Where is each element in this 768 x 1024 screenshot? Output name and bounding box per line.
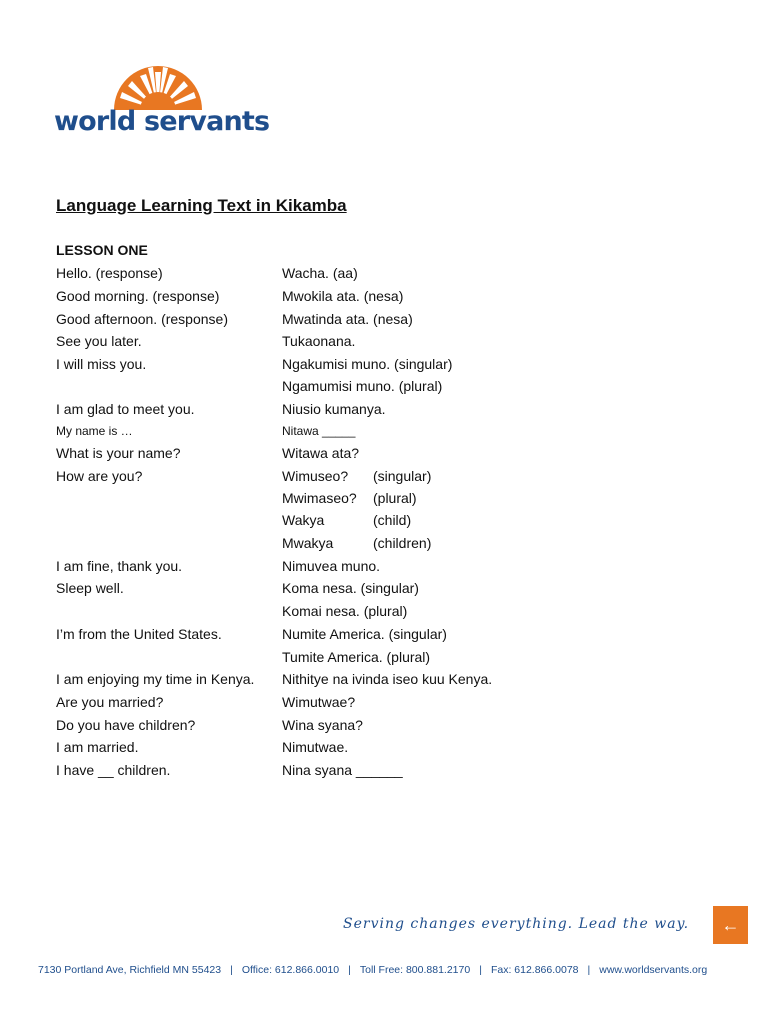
phrase-row	[56, 647, 716, 667]
english-phrase: I am fine, thank you.	[56, 558, 183, 574]
phrase-note: (children)	[373, 535, 432, 551]
english-phrase: See you later.	[56, 333, 142, 349]
kikamba-phrase: Mwakya	[282, 535, 334, 551]
kikamba-phrase: Wina syana?	[282, 717, 363, 733]
footer-address: 7130 Portland Ave, Richfield MN 55423	[38, 964, 222, 976]
english-phrase: How are you?	[56, 468, 143, 484]
footer-separator: |	[230, 964, 233, 976]
english-phrase: Good morning. (response)	[56, 288, 220, 304]
kikamba-phrase: Wacha. (aa)	[282, 265, 358, 281]
footer-separator: |	[587, 964, 591, 976]
phrase-row	[56, 376, 716, 396]
english-phrase: I’m from the United States.	[56, 626, 222, 642]
english-phrase: Are you married?	[56, 694, 164, 710]
kikamba-phrase: Mwatinda ata. (nesa)	[282, 311, 413, 327]
phrase-row	[56, 692, 716, 712]
document-title: Language Learning Text in Kikamba	[56, 196, 347, 215]
phrase-row	[56, 533, 716, 553]
english-phrase: Do you have children?	[56, 717, 196, 733]
phrase-row	[56, 578, 716, 598]
phrase-note: (plural)	[373, 490, 417, 506]
footer-separator: |	[348, 964, 351, 976]
footer-fax: Fax: 612.866.0078	[490, 964, 579, 976]
phrase-row	[56, 737, 716, 757]
phrase-row	[56, 466, 716, 486]
kikamba-phrase: Nithitye na ivinda iseo kuu Kenya.	[282, 671, 493, 687]
english-phrase: I will miss you.	[56, 356, 147, 372]
phrase-note: (child)	[373, 512, 412, 528]
kikamba-phrase: Nimuvea muno.	[282, 558, 381, 574]
phrase-row	[56, 556, 716, 576]
phrase-row	[56, 669, 716, 689]
phrase-row	[56, 443, 716, 463]
phrase-row	[56, 309, 716, 329]
english-phrase: Hello. (response)	[56, 265, 163, 281]
phrase-note: (singular)	[373, 468, 432, 484]
kikamba-phrase: Wimuseo?	[282, 468, 349, 484]
english-phrase: My name is …	[56, 424, 133, 438]
footer-contact-bar	[38, 964, 738, 976]
phrase-row	[56, 510, 716, 530]
phrase-row	[56, 286, 716, 306]
kikamba-phrase: Nina syana ______	[282, 762, 403, 778]
kikamba-phrase: Ngakumisi muno. (singular)	[282, 356, 453, 372]
phrase-row	[56, 488, 716, 508]
kikamba-phrase: Nimutwae.	[282, 739, 349, 755]
kikamba-phrase: Koma nesa. (singular)	[282, 580, 419, 596]
english-phrase: I am enjoying my time in Kenya.	[56, 671, 255, 687]
footer-website-link[interactable]: www.worldservants.org	[599, 964, 708, 976]
phrase-row	[56, 421, 716, 441]
world-servants-logo	[54, 58, 270, 142]
kikamba-phrase: Mwimaseo?	[282, 490, 357, 506]
phrase-row	[56, 263, 716, 283]
sun-logo-icon	[110, 58, 206, 110]
phrase-row	[56, 354, 716, 374]
phrase-row	[56, 715, 716, 735]
english-phrase: I am married.	[56, 739, 139, 755]
kikamba-phrase: Tumite America. (plural)	[282, 649, 431, 665]
kikamba-phrase: Wimutwae?	[282, 694, 356, 710]
footer-office-phone: Office: 612.866.0010	[241, 964, 340, 976]
kikamba-phrase: Witawa ata?	[282, 445, 360, 461]
kikamba-phrase: Nitawa _____	[282, 424, 356, 438]
phrase-row	[56, 601, 716, 621]
footer-toll-free: Toll Free: 800.881.2170	[359, 964, 471, 976]
english-phrase: What is your name?	[56, 445, 181, 461]
kikamba-phrase: Ngamumisi muno. (plural)	[282, 378, 443, 394]
kikamba-phrase: Niusio kumanya.	[282, 401, 386, 417]
kikamba-phrase: Tukaonana.	[282, 333, 356, 349]
phrase-row	[56, 760, 716, 780]
back-button[interactable]	[713, 906, 748, 944]
phrase-row	[56, 624, 716, 644]
logo-wordmark: world servants	[54, 106, 270, 137]
phrase-row	[56, 399, 716, 419]
kikamba-phrase: Numite America. (singular)	[282, 626, 447, 642]
arrow-left-icon: ←	[721, 914, 740, 935]
english-phrase: Good afternoon. (response)	[56, 311, 228, 327]
english-phrase: I have __ children.	[56, 762, 171, 778]
phrase-row	[56, 331, 716, 351]
kikamba-phrase: Komai nesa. (plural)	[282, 603, 408, 619]
footer-separator: |	[479, 964, 482, 976]
kikamba-phrase: Mwokila ata. (nesa)	[282, 288, 404, 304]
lesson-heading: LESSON ONE	[56, 242, 148, 258]
english-phrase: Sleep well.	[56, 580, 124, 596]
kikamba-phrase: Wakya	[282, 512, 325, 528]
footer-tagline: Serving changes everything. Lead the way.	[343, 916, 690, 932]
english-phrase: I am glad to meet you.	[56, 401, 195, 417]
